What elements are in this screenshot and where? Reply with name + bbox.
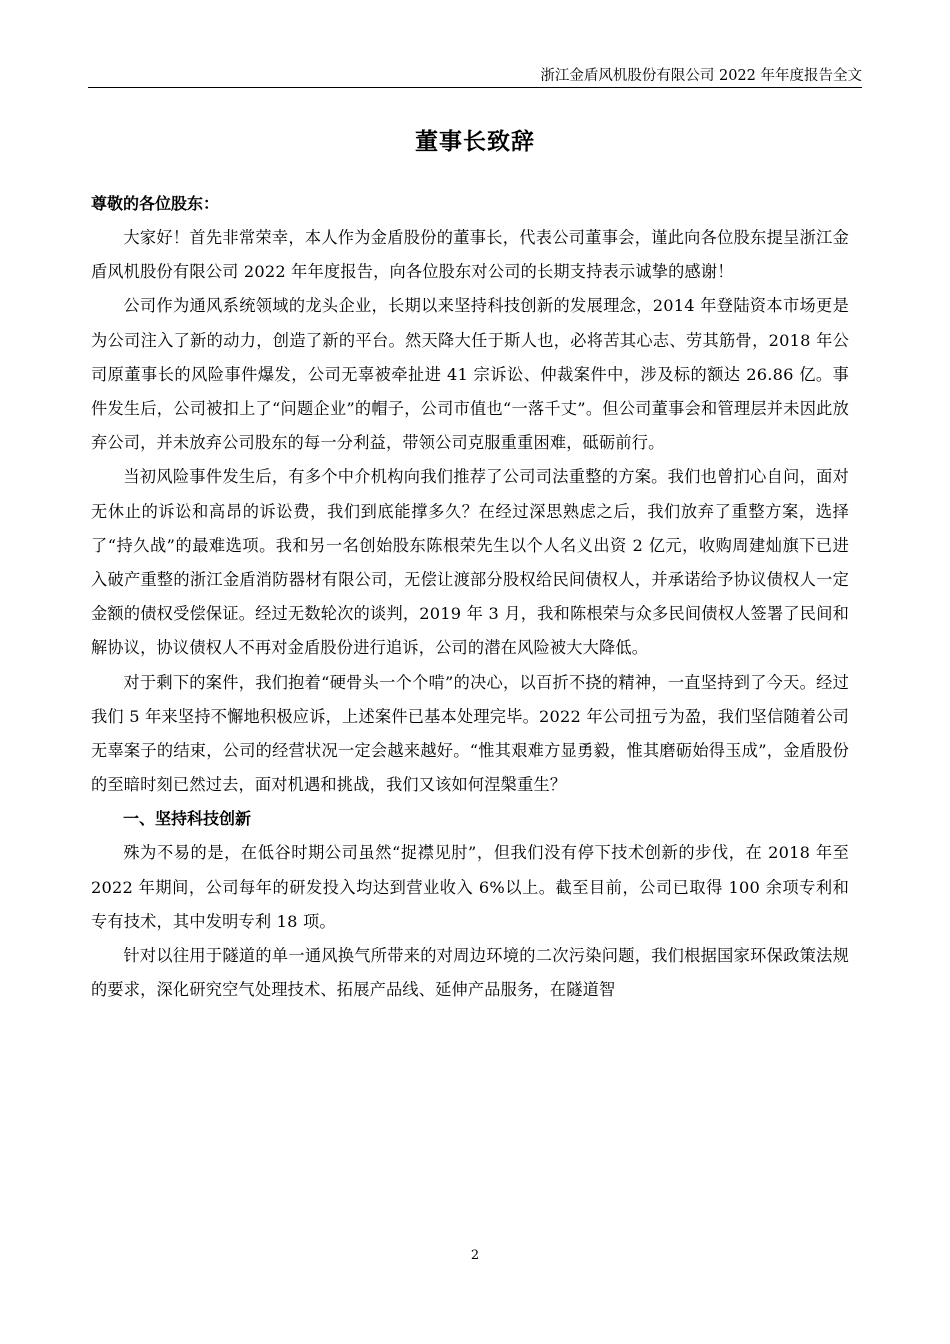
- paragraph: 当初风险事件发生后，有多个中介机构向我们推荐了公司司法重整的方案。我们也曾扪心自问，面对无休止的诉讼和高昂的诉讼费，我们到底能撑多久？在经过深思熟虑之后，我们放弃了重整方案，选择了“持久战”的最难选项。我和另一名创始股东陈根荣先生以个人名义出资 2 亿元，收购周建灿旗下已进入破产重整的浙江金盾消防器材有限公司，无偿让渡部分股权给民间债权人，并承诺给予协议债权人一定金额的债权受偿保证。经过无数轮次的谈判，2019 年 3 月，我和陈根荣与众多民间债权人签署了民间和解协议，协议债权人不再对金盾股份进行追诉，公司的潜在风险被大大降低。: [91, 467, 849, 658]
- paragraph: 针对以往用于隧道的单一通风换气所带来的对周边环境的二次污染问题，我们根据国家环保政策法规的要求，深化研究空气处理技术、拓展产品线、延伸产品服务，在隧道智: [91, 946, 849, 1000]
- letter-body: [91, 187, 849, 1007]
- running-header: 浙江金盾风机股份有限公司 2022 年年度报告全文: [540, 68, 862, 84]
- page-title: 董事长致辞: [415, 129, 535, 155]
- paragraph: 殊为不易的是，在低谷时期公司虽然“捉襟见肘”，但我们没有停下技术创新的步伐，在 2018 年至 2022 年期间，公司每年的研发投入均达到营业收入 6%以上。截至目前，公司已取得 100 余项专利和专有技术，其中发明专利 18 项。: [91, 843, 849, 931]
- page-number: 2: [470, 1248, 480, 1263]
- paragraph: 大家好！首先非常荣幸，本人作为金盾股份的董事长，代表公司董事会，谨此向各位股东提呈浙江金盾风机股份有限公司 2022 年年度报告，向各位股东对公司的长期支持表示诚挚的感谢！: [91, 228, 849, 282]
- paragraph: 公司作为通风系统领域的龙头企业，长期以来坚持科技创新的发展理念，2014 年登陆资本市场更是为公司注入了新的动力，创造了新的平台。然天降大任于斯人也，必将苦其心志、劳其筋骨，2018 年公司原董事长的风险事件爆发，公司无辜被牵扯进 41 宗诉讼、仲裁案件中，涉及标的额达 26.86 亿。事件发生后，公司被扣上了“问题企业”的帽子，公司市值也“一落千丈”。但公司董事会和管理层并未因此放弃公司，并未放弃公司股东的每一分利益，带领公司克服重重困难，砥砺前行。: [91, 296, 849, 453]
- section-heading: 一、坚持科技创新: [123, 809, 252, 829]
- header-divider: [88, 87, 862, 88]
- paragraph: 对于剩下的案件，我们抱着“硬骨头一个个啃”的决心，以百折不挠的精神，一直坚持到了今天。经过我们 5 年来坚持不懈地积极应诉，上述案件已基本处理完毕。2022 年公司扭亏为盈，我们坚信随着公司无辜案子的结束，公司的经营状况一定会越来越好。“惟其艰难方显勇毅，惟其磨砺始得玉成”，金盾股份的至暗时刻已然过去，面对机遇和挑战，我们又该如何涅槃重生？: [91, 672, 849, 795]
- salutation: 尊敬的各位股东：: [91, 194, 220, 213]
